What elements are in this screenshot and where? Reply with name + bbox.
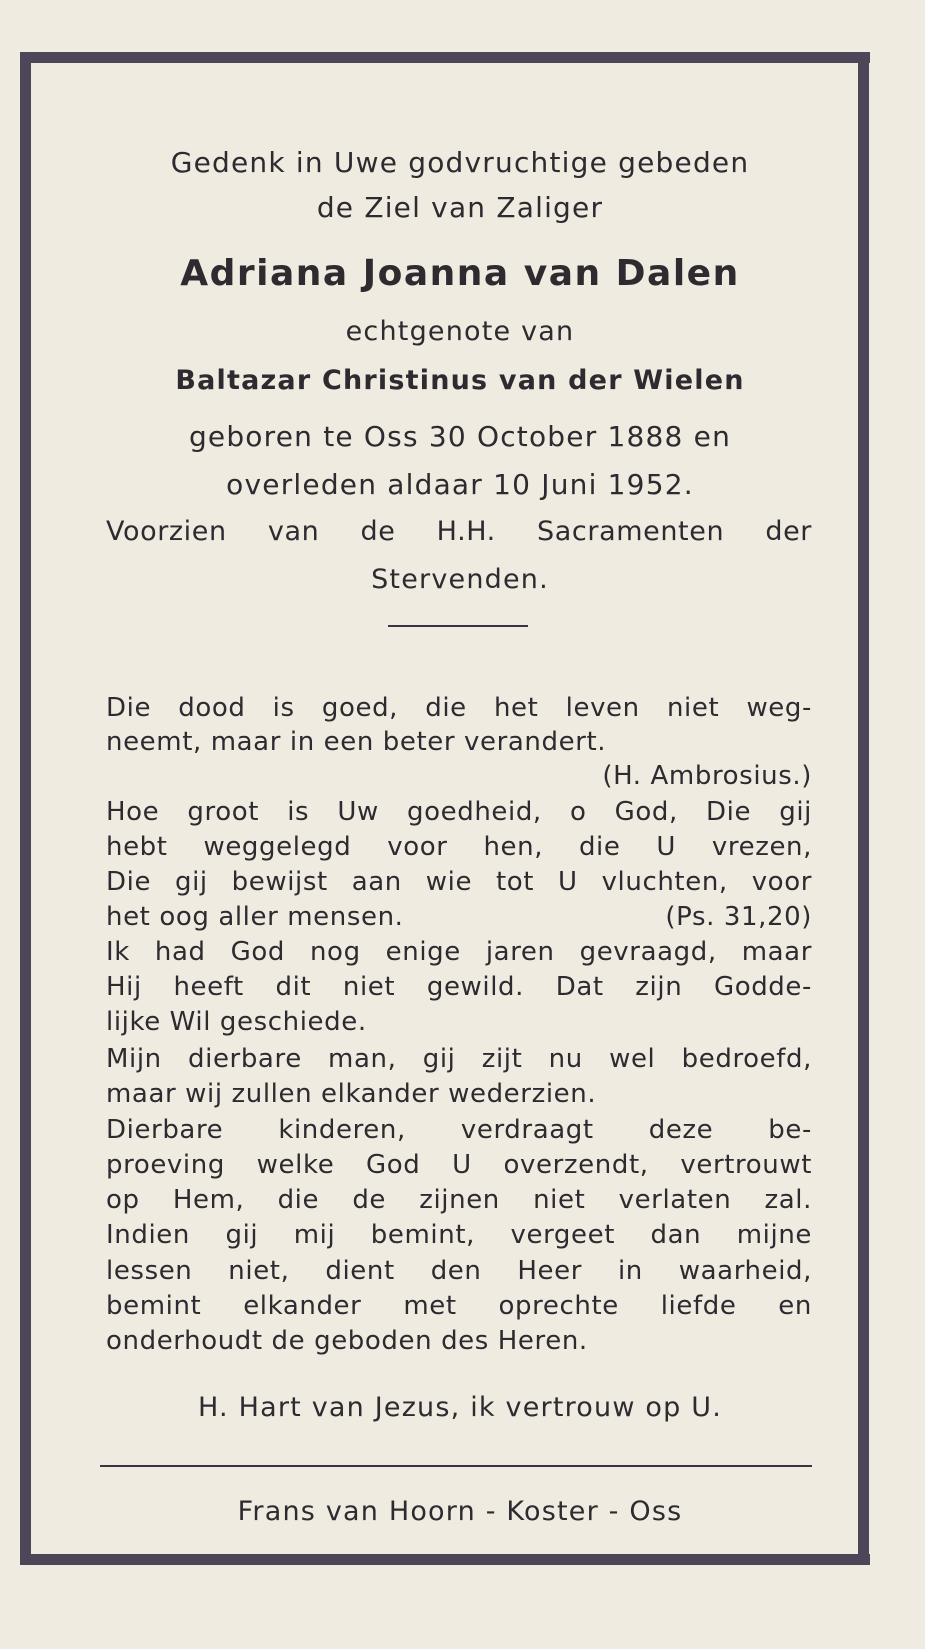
birth-line: geboren te Oss 30 October 1888 en — [188, 420, 732, 453]
divider-short — [388, 625, 528, 627]
quote1-reference: (H. Ambrosius.) — [602, 761, 812, 791]
deceased-name: Adriana Joanna van Dalen — [180, 253, 740, 294]
quote2-line-2: hebt weggelegd voor hen, die U vrezen, — [106, 832, 812, 862]
paragraph5-line-7: onderhoudt de geboden des Heren. — [106, 1326, 588, 1356]
paragraph3-line-1: Ik had God nog enige jaren gevraagd, maar — [106, 937, 812, 967]
paragraph3-line-3: lijke Wil geschiede. — [106, 1007, 367, 1037]
frame-border-top — [22, 52, 870, 63]
printer-credit: Frans van Hoorn - Koster - Oss — [237, 1496, 683, 1527]
paragraph5-line-1: Dierbare kinderen, verdraagt deze be- — [106, 1115, 812, 1145]
quote2-reference: (Ps. 31,20) — [665, 902, 812, 932]
quote2-line-4: het oog aller mensen. — [106, 902, 404, 932]
quote1-line-2: neemt, maar in een beter verandert. — [106, 727, 607, 757]
paragraph3-line-2: Hij heeft dit niet gewild. Dat zijn Godde- — [106, 972, 812, 1002]
sacraments-line-2: Stervenden. — [371, 564, 549, 595]
heading-line-1: Gedenk in Uwe godvruchtige gebeden — [170, 146, 750, 179]
death-line: overleden aldaar 10 Juni 1952. — [226, 468, 694, 501]
quote2-line-4-row — [106, 902, 812, 932]
paragraph4-line-2: maar wij zullen elkander wederzien. — [106, 1079, 597, 1109]
paragraph5-line-4: Indien gij mij bemint, vergeet dan mijne — [106, 1220, 812, 1250]
heading-spouse-intro: echtgenote van — [345, 316, 575, 347]
paragraph4-line-1: Mijn dierbare man, gij zijt nu wel bedroefd, — [106, 1044, 812, 1074]
paragraph5-line-3: op Hem, die de zijnen niet verlaten zal. — [106, 1185, 812, 1215]
sacraments-line-1: Voorzien van de H.H. Sacramenten der — [106, 516, 812, 547]
quote2-line-1: Hoe groot is Uw goedheid, o God, Die gij — [106, 797, 812, 827]
divider-long — [100, 1465, 812, 1467]
heading-line-2: de Ziel van Zaliger — [316, 191, 604, 224]
paragraph5-line-6: bemint elkander met oprechte liefde en — [106, 1291, 812, 1321]
quote1-line-1: Die dood is goed, die het leven niet weg- — [106, 693, 812, 723]
quote2-line-3: Die gij bewijst aan wie tot U vluchten, voor — [106, 867, 812, 897]
paragraph5-line-5: lessen niet, dient den Heer in waarheid, — [106, 1256, 812, 1286]
spouse-name: Baltazar Christinus van der Wielen — [175, 365, 745, 396]
closing-prayer: H. Hart van Jezus, ik vertrouw op U. — [197, 1392, 722, 1423]
frame-border-bottom — [22, 1554, 870, 1565]
paragraph5-line-2: proeving welke God U overzendt, vertrouwt — [106, 1150, 812, 1180]
frame-border-left — [20, 52, 31, 1565]
